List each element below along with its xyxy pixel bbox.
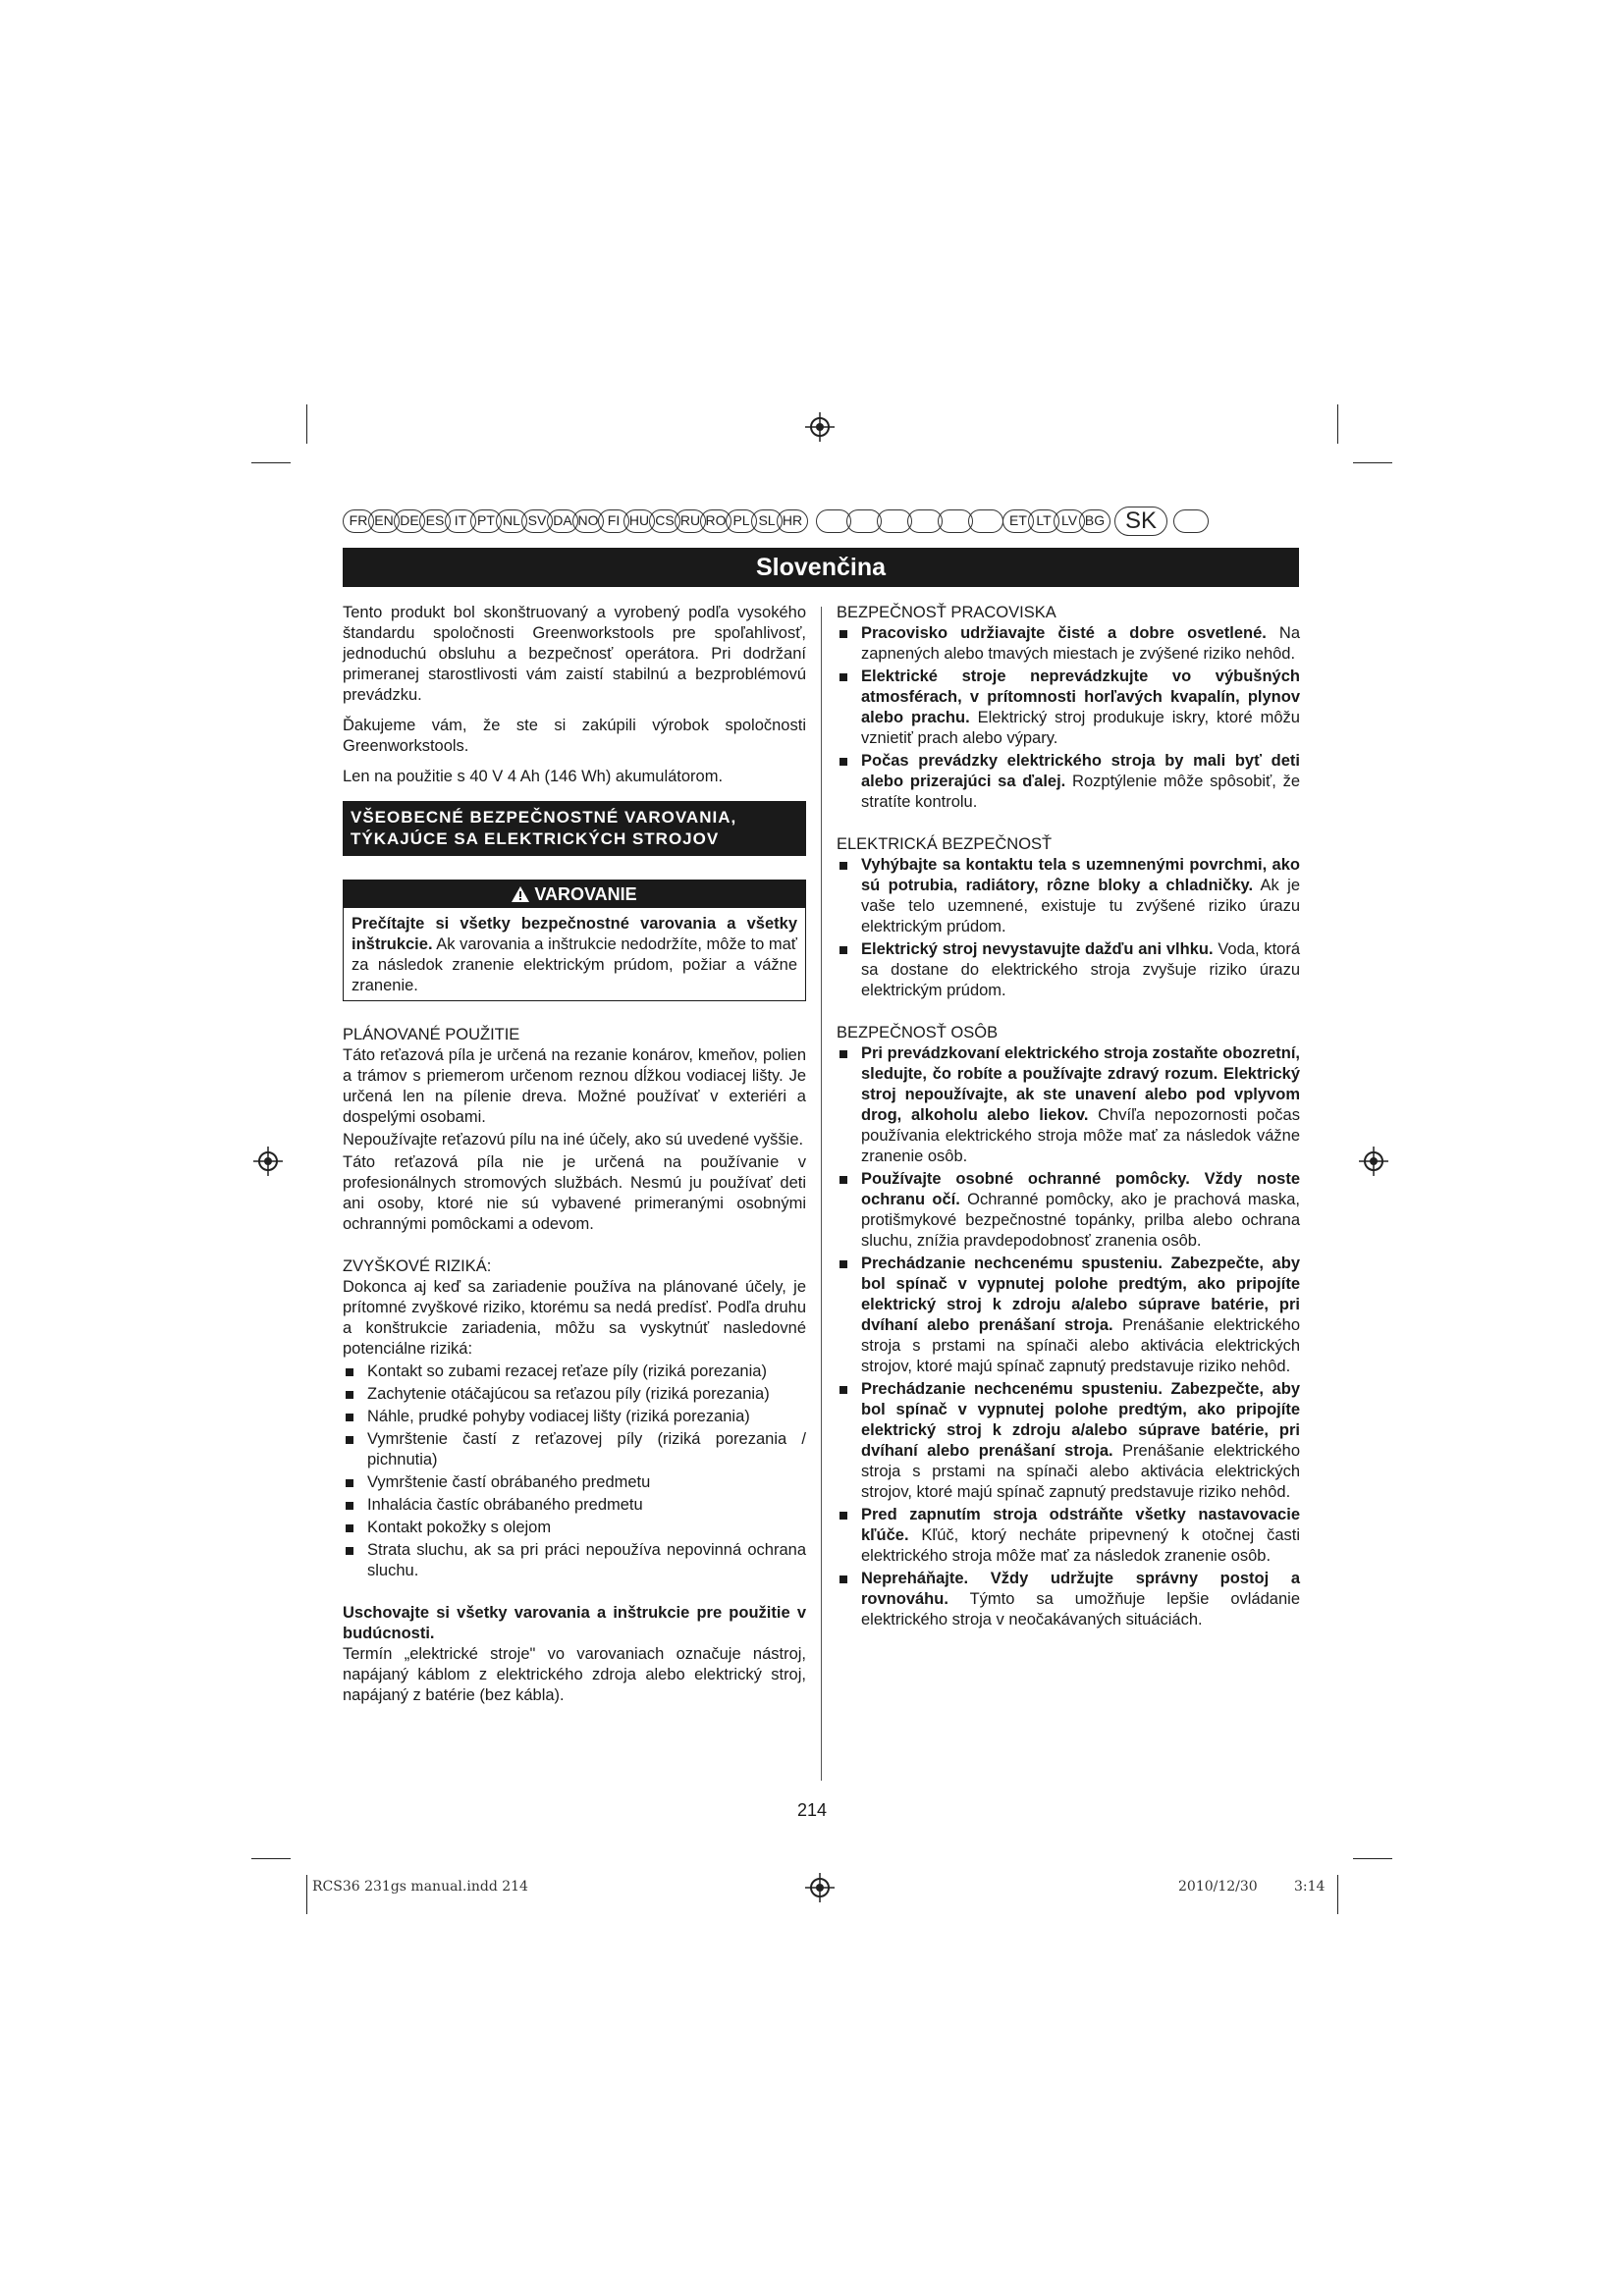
item-bold: Pracovisko udržiavajte čisté a dobre osvetlené. bbox=[861, 624, 1267, 642]
registration-mark-icon bbox=[805, 412, 835, 442]
warning-box bbox=[343, 880, 806, 1001]
language-tab-da: DA bbox=[547, 509, 578, 533]
language-tab-pl: PL bbox=[726, 509, 757, 533]
intended-use-heading: PLÁNOVANÉ POUŽITIE bbox=[343, 1026, 520, 1043]
page-title: Slovenčina bbox=[343, 548, 1299, 587]
list-item bbox=[837, 1379, 1300, 1503]
list-item: Zachytenie otáčajúcou sa reťazou píly (riziká porezania) bbox=[343, 1384, 806, 1405]
item-bold: Nepreháňajte. Vždy udržujte správny postoj a rovnováhu. bbox=[861, 1570, 1300, 1608]
crop-mark bbox=[306, 1875, 307, 1914]
warning-header bbox=[344, 881, 805, 908]
language-tab-lt: LT bbox=[1028, 509, 1059, 533]
list-item bbox=[837, 1569, 1300, 1630]
warning-text: Ak varovania a inštrukcie nedodržíte, môže to mať za následok zranenie elektrickým prúdom, požiar a vážne zranenie. bbox=[352, 935, 797, 994]
list-item: Kontakt pokožky s olejom bbox=[343, 1518, 806, 1538]
language-tab-de: DE bbox=[394, 509, 425, 533]
item-bold: Používajte osobné ochranné pomôcky. Vždy noste ochranu očí. bbox=[861, 1170, 1300, 1208]
language-tab-en: EN bbox=[368, 509, 400, 533]
language-tab-et: ET bbox=[1002, 509, 1034, 533]
language-tab-ru: RU bbox=[675, 509, 706, 533]
item-text: Elektrický stroj produkuje iskry, ktoré môžu vznietiť prach alebo výpary. bbox=[861, 709, 1300, 747]
language-tab-no: NO bbox=[572, 509, 604, 533]
crop-mark bbox=[1337, 404, 1338, 444]
list-item bbox=[837, 1043, 1300, 1167]
registration-mark-icon bbox=[805, 1873, 835, 1902]
residual-risks-intro: Dokonca aj keď sa zariadenie používa na plánované účely, je prítomné zvyškové riziko, ktorému sa nedá predísť. Podľa druhu a konštrukcie zariadenia, môžu sa vyskytnúť nasledovné potenciálne riziká: bbox=[343, 1278, 806, 1358]
risks-list bbox=[343, 1362, 806, 1581]
language-tabs bbox=[343, 507, 1295, 536]
personal-safety-list bbox=[837, 1043, 1300, 1630]
list-item bbox=[837, 667, 1300, 749]
language-tab-es: ES bbox=[419, 509, 451, 533]
list-item: Náhle, prudké pohyby vodiacej lišty (riziká porezania) bbox=[343, 1407, 806, 1427]
language-tab-bg: BG bbox=[1079, 509, 1110, 533]
item-bold: Pri prevádzkovaní elektrického stroja zostaňte obozretní, sledujte, čo robíte a používajte zdravý rozum. Elektrický stroj nepoužívajte, ak ste unavení alebo pod vplyvom drog, alkoholu alebo liekov. bbox=[861, 1044, 1300, 1124]
keep-instructions-heading bbox=[343, 1603, 806, 1644]
list-item bbox=[837, 1254, 1300, 1377]
residual-risks-heading: ZVYŠKOVÉ RIZIKÁ: bbox=[343, 1257, 492, 1275]
footer-time: 3:14 bbox=[1294, 1879, 1326, 1895]
language-tab-ro: RO bbox=[700, 509, 731, 533]
language-tab-lv: LV bbox=[1054, 509, 1085, 533]
work-area-heading: BEZPEČNOSŤ PRACOVISKA bbox=[837, 604, 1056, 621]
item-text: Na zapnených alebo tmavých miestach je zvýšené riziko nehôd. bbox=[861, 624, 1300, 663]
list-item: Vymrštenie častí z reťazovej píly (riziká porezania / pichnutia) bbox=[343, 1429, 806, 1470]
general-warnings-heading: VŠEOBECNÉ BEZPEČNOSTNÉ VAROVANIA, TÝKAJÚCE SA ELEKTRICKÝCH STROJOV bbox=[343, 801, 806, 856]
footer-file: RCS36 231gs manual.indd 214 bbox=[312, 1879, 528, 1895]
language-tab-hu: HU bbox=[623, 509, 655, 533]
footer-date: 2010/12/30 bbox=[1178, 1879, 1258, 1895]
intended-use-paragraph: Nepoužívajte reťazovú pílu na iné účely, ako sú uvedené vyššie. bbox=[343, 1131, 804, 1148]
registration-mark-icon bbox=[253, 1147, 283, 1176]
list-item bbox=[837, 623, 1300, 665]
warning-bold-text: Prečítajte si všetky bezpečnostné varovania a všetky inštrukcie. bbox=[352, 915, 797, 953]
language-tab-cs: CS bbox=[649, 509, 680, 533]
item-text: Rozptýlenie môže spôsobiť, že stratíte kontrolu. bbox=[861, 773, 1301, 811]
column-divider bbox=[821, 607, 822, 1781]
language-tab-blank bbox=[968, 509, 1003, 533]
warning-title: VAROVANIE bbox=[534, 884, 637, 904]
work-area-list bbox=[837, 623, 1300, 813]
crop-mark bbox=[1337, 1875, 1338, 1914]
list-item: Inhalácia častíc obrábaného predmetu bbox=[343, 1495, 806, 1516]
language-tab-it: IT bbox=[445, 509, 476, 533]
crop-mark bbox=[306, 404, 307, 444]
left-column bbox=[343, 603, 806, 1716]
list-item bbox=[837, 1169, 1300, 1252]
language-tab-fi: FI bbox=[598, 509, 629, 533]
keep-instructions-text: Termín „elektrické stroje" vo varovaniach označuje nástroj, napájaný káblom z elektrického zdroja alebo elektrický stroj, napájaný z batérie (bez kábla). bbox=[343, 1645, 806, 1704]
item-bold: Prechádzanie nechcenému spusteniu. Zabezpečte, aby bol spínač v vypnutej polohe predtým, ako pripojíte elektrický stroj k zdroju a/alebo súprave batérie, pri dvíhaní alebo prenášaní stroja. bbox=[861, 1380, 1300, 1460]
item-text: Kľúč, ktorý necháte pripevnený k otočnej časti elektrického stroja môže mať za následok zranenie osôb. bbox=[861, 1526, 1300, 1565]
language-tab-blank bbox=[1173, 509, 1209, 533]
language-tab-fr: FR bbox=[343, 509, 374, 533]
keep-instructions-bold: Uschovajte si všetky varovania a inštrukcie pre použitie v budúcnosti. bbox=[343, 1604, 806, 1642]
right-column bbox=[837, 603, 1300, 1632]
item-bold: Elektrický stroj nevystavujte dažďu ani vlhku. bbox=[861, 940, 1214, 958]
intro-paragraph: Tento produkt bol skonštruovaný a vyrobený podľa vysokého štandardu spoločnosti Greenworkstools pre spoľahlivosť, jednoduchú obsluhu a bezpečnosť operátora. Pri dodržaní primeranej starostlivosti vám zaistí stabilnú a bezproblémovú prevádzku. bbox=[343, 604, 806, 704]
item-text: Prenášanie elektrického stroja s prstami na spínači alebo aktivácia elektrických strojov, ktoré majú spínač zapnutý predstavuje riziko nehôd. bbox=[861, 1316, 1301, 1375]
item-bold: Počas prevádzky elektrického stroja by mali byť deti alebo prizerajúci sa ďalej. bbox=[861, 752, 1300, 790]
intro-paragraph: Ďakujeme vám, že ste si zakúpili výrobok spoločnosti Greenworkstools. bbox=[343, 717, 806, 755]
language-tab-nl: NL bbox=[496, 509, 527, 533]
warning-triangle-icon bbox=[512, 882, 529, 898]
warning-body bbox=[344, 908, 805, 1000]
list-item: Kontakt so zubami rezacej reťaze píly (riziká porezania) bbox=[343, 1362, 806, 1382]
item-text: Ochranné pomôcky, ako je prachová maska, protišmykové bezpečnostné topánky, prilba alebo ochrana sluchu, znížia pravdepodobnosť zranenia osôb. bbox=[861, 1191, 1300, 1250]
list-item bbox=[837, 855, 1300, 937]
crop-mark bbox=[1353, 462, 1392, 463]
item-bold: Vyhýbajte sa kontaktu tela s uzemnenými povrchmi, ako sú potrubia, radiátory, rôzne bloky a chladničky. bbox=[861, 856, 1300, 894]
list-item: Vymrštenie častí obrábaného predmetu bbox=[343, 1472, 806, 1493]
language-tab-sv: SV bbox=[521, 509, 553, 533]
registration-mark-icon bbox=[1359, 1147, 1388, 1176]
electrical-safety-heading: ELEKTRICKÁ BEZPEČNOSŤ bbox=[837, 835, 1053, 853]
personal-safety-heading: BEZPEČNOSŤ OSÔB bbox=[837, 1024, 999, 1041]
electrical-safety-list bbox=[837, 855, 1300, 1001]
language-tab-pt: PT bbox=[470, 509, 502, 533]
item-bold: Pred zapnutím stroja odstráňte všetky nastavovacie kľúče. bbox=[861, 1506, 1300, 1544]
item-text: Prenášanie elektrického stroja s prstami na spínači alebo aktivácia elektrických strojov, ktoré majú spínač zapnutý predstavuje riziko nehôd. bbox=[861, 1442, 1301, 1501]
language-tab-sl: SL bbox=[751, 509, 783, 533]
intended-use-paragraph: Táto reťazová píla nie je určená na používanie v profesionálnych stromových službách. Nesmú ju používať deti ani osoby, ktoré nie sú vybavené primeranými osobnými ochrannými pomôckami a odevom. bbox=[343, 1153, 806, 1233]
item-text: Chvíľa nepozornosti počas používania elektrického stroja môže mať za následok vážne zranenie osôb. bbox=[861, 1106, 1300, 1165]
item-text: Týmto sa umožňuje lepšie ovládanie elektrického stroja v neočakávaných situáciách. bbox=[861, 1590, 1300, 1629]
crop-mark bbox=[1353, 1858, 1392, 1859]
list-item bbox=[837, 939, 1300, 1001]
item-text: Voda, ktorá sa dostane do elektrického stroja zvyšuje riziko úrazu elektrickým prúdom. bbox=[861, 940, 1301, 999]
crop-mark bbox=[251, 1858, 291, 1859]
item-bold: Elektrické stroje neprevádzkujte vo výbušných atmosférach, v prítomnosti horľavých kvapalín, plynov alebo prachu. bbox=[861, 667, 1300, 726]
item-bold: Prechádzanie nechcenému spusteniu. Zabezpečte, aby bol spínač v vypnutej polohe predtým, ako pripojíte elektrický stroj k zdroju a/alebo súprave batérie, pri dvíhaní alebo prenášaní stroja. bbox=[861, 1255, 1300, 1334]
intro-paragraph: Len na použitie s 40 V 4 Ah (146 Wh) akumulátorom. bbox=[343, 768, 724, 785]
crop-mark bbox=[251, 462, 291, 463]
list-item bbox=[837, 751, 1300, 813]
list-item bbox=[837, 1505, 1300, 1567]
page-number: 214 bbox=[796, 1800, 828, 1820]
item-text: Ak je vaše telo uzemnené, existuje tu zvýšené riziko úrazu elektrickým prúdom. bbox=[861, 877, 1301, 935]
language-tab-hr: HR bbox=[777, 509, 808, 533]
language-tab-active: SK bbox=[1114, 507, 1167, 536]
intended-use-paragraph: Táto reťazová píla je určená na rezanie konárov, kmeňov, polien a trámov s priemerom určenom reznou dĺžkou vodiacej lišty. Je určená len na pílenie dreva. Možné používať v exteriéri a dospelými osobami. bbox=[343, 1046, 806, 1126]
list-item: Strata sluchu, ak sa pri práci nepoužíva nepovinná ochrana sluchu. bbox=[343, 1540, 806, 1581]
